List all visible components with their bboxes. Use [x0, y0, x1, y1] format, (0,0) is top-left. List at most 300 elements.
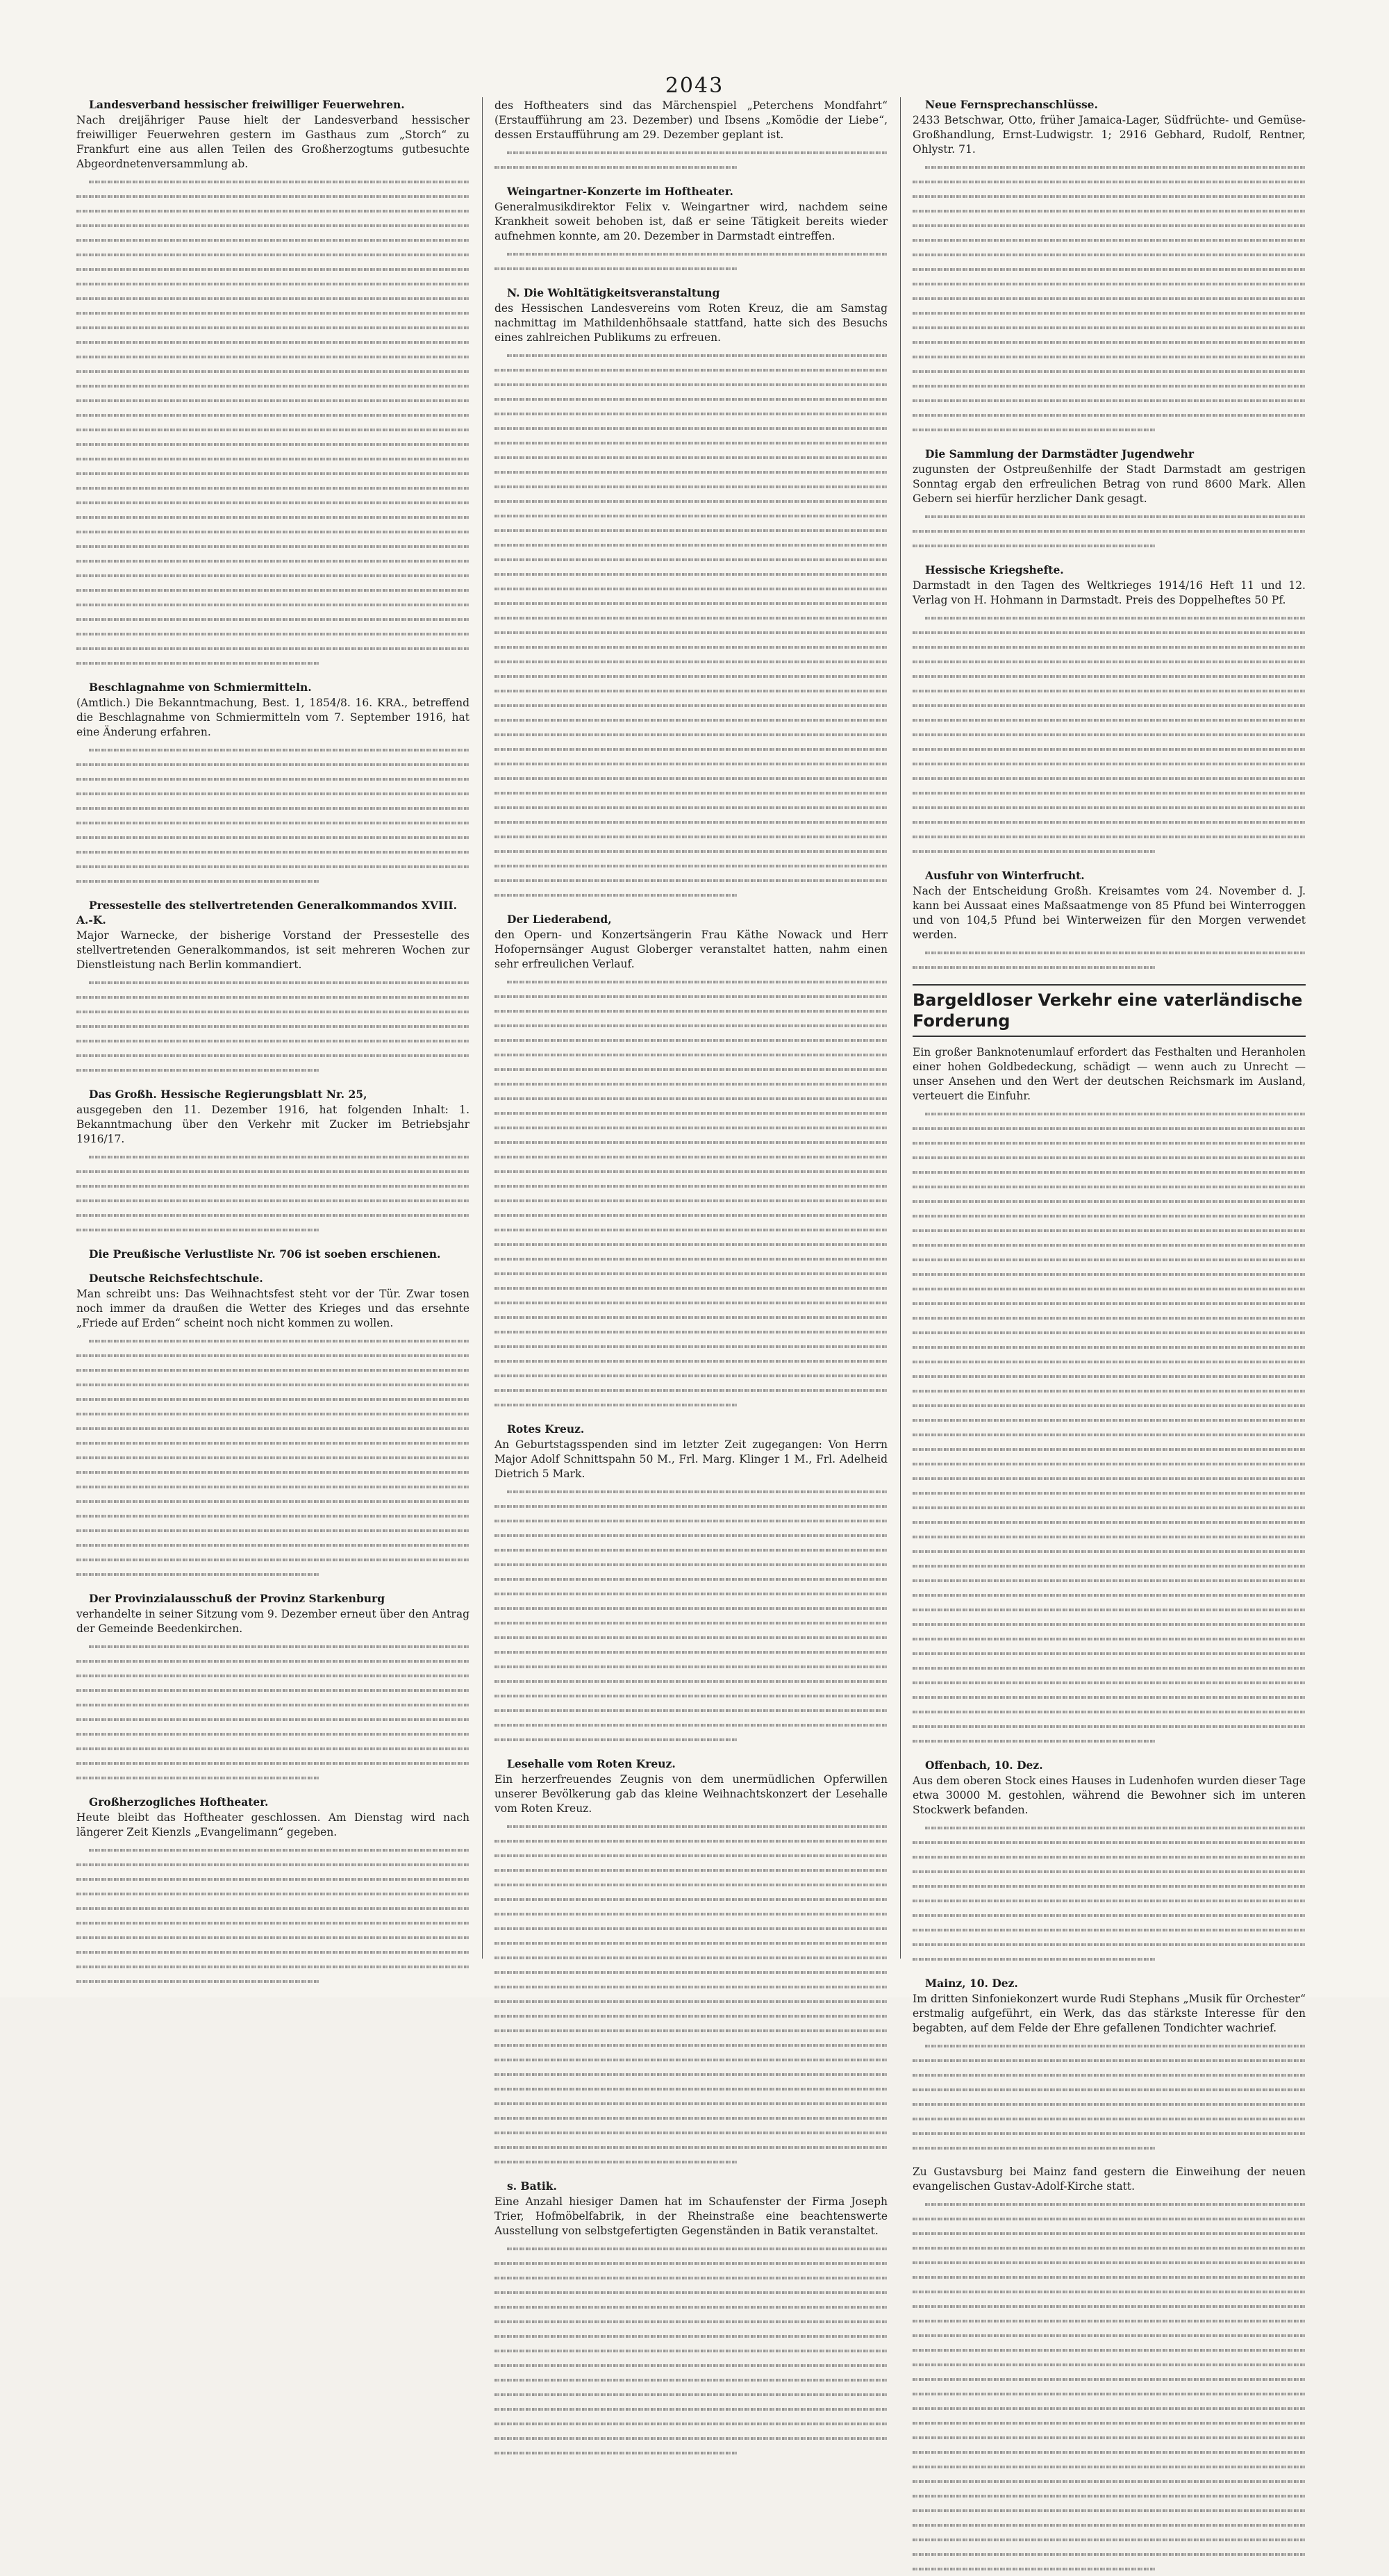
text-line [76, 830, 469, 845]
text-line [913, 1413, 1306, 1427]
column-divider [482, 97, 483, 1959]
text-line [494, 1222, 888, 1237]
text-line [76, 1945, 469, 1959]
text-line [76, 539, 469, 554]
news-item [76, 1247, 469, 1261]
continued-text-lines [494, 348, 888, 902]
text-line [494, 1936, 888, 1950]
text-line [494, 2373, 888, 2387]
text-line [913, 524, 1306, 538]
text-line [913, 291, 1306, 306]
text-line [76, 554, 469, 568]
continued-text-lines [494, 2241, 888, 2460]
text-line [913, 379, 1306, 393]
text-line [494, 1018, 888, 1033]
news-item-text: des Hessischen Landesvereins vom Roten Kreuz, die am Samstag nachmittag im Mathildenhöhsaale stattfand, hatte sich des Besuchs eines zahlreichen Publikums zu erfreuen. [494, 302, 888, 344]
text-line [76, 218, 469, 233]
column-2 [494, 97, 888, 2237]
text-line [494, 1906, 888, 1921]
text-line [494, 465, 888, 479]
continued-text-lines [913, 1820, 1306, 1966]
text-line [76, 1567, 469, 1581]
text-line [494, 363, 888, 377]
text-line [494, 1674, 888, 1688]
text-line [913, 247, 1306, 262]
news-item-text: (Amtlich.) Die Bekanntmachung, Best. 1, 1854/8. 16. KRA., betreffend die Beschlagnahme von Schmiermitteln vom 7. September 1916, hat eine Änderung erfahren. [76, 697, 469, 738]
text-line [913, 654, 1306, 669]
text-line [913, 1952, 1306, 1966]
text-line [913, 2474, 1306, 2488]
news-item-text: Ein herzerfreuendes Zeugnis von dem unermüdlichen Opferwillen unserer Bevölkerung gab das kleine Weihnachtskonzert der Lesehalle vom Roten Kreuz. [494, 1773, 888, 1815]
text-line [76, 276, 469, 291]
column-3 [913, 97, 1306, 2193]
text-line [494, 1965, 888, 1979]
text-line [76, 1333, 469, 1348]
news-item-text: Ein großer Banknotenumlauf erfordert das Festhalten und Heranholen einer hohen Goldbedeckung, schädigt — wenn auch zu Unrecht — unser Ansehen und den Wert der deutschen Reichsmark im Ausland, verteuert die Einfuhr. [913, 1046, 1306, 1102]
text-line [494, 2416, 888, 2431]
text-line [913, 2255, 1306, 2270]
continued-text-lines [913, 945, 1306, 974]
text-line [913, 2141, 1306, 2155]
news-item-text: Eine Anzahl hiesiger Damen hat im Schaufenster der Firma Joseph Trier, Hofmöbelfabrik, in der Rheinstraße eine beachtenswerte Ausstellung von selbstgefertigten Gegenständen in Batik veranstaltet. [494, 2195, 888, 2237]
news-item-title: Der Provinzialausschuß der Provinz Starkenburg [89, 1592, 385, 1605]
text-line [494, 348, 888, 363]
text-line [76, 1033, 469, 1048]
continued-text-lines [76, 1639, 469, 1785]
text-line [76, 174, 469, 189]
text-line [76, 247, 469, 262]
news-item [494, 184, 888, 276]
news-item-title: Das Großh. Hessische Regierungsblatt Nr. 25, [89, 1088, 367, 1101]
text-line [76, 379, 469, 393]
text-line [494, 508, 888, 523]
text-line [494, 713, 888, 727]
text-line [494, 2300, 888, 2314]
text-line [913, 2561, 1306, 2576]
text-line [494, 1688, 888, 1703]
continued-text-lines [913, 2038, 1306, 2155]
text-line [494, 406, 888, 421]
continued-text-lines [76, 1843, 469, 1988]
text-line [913, 189, 1306, 203]
text-line [913, 1238, 1306, 1252]
text-columns [76, 97, 1306, 2237]
text-line [76, 874, 469, 888]
text-line [76, 1392, 469, 1406]
text-line [913, 713, 1306, 727]
continued-text-lines [494, 145, 888, 174]
news-item [913, 97, 1306, 437]
text-line [494, 160, 888, 174]
text-line [913, 1208, 1306, 1223]
text-line [494, 1819, 888, 1834]
text-line [913, 1252, 1306, 1267]
text-line [76, 1363, 469, 1377]
text-line [913, 2532, 1306, 2547]
text-line [76, 1538, 469, 1552]
text-line [494, 1718, 888, 1732]
text-line [76, 1770, 469, 1785]
text-line [494, 1237, 888, 1252]
text-line [76, 612, 469, 626]
text-line [913, 945, 1306, 960]
text-line [494, 2023, 888, 2038]
news-item-title: Offenbach, 10. Dez. [925, 1759, 1043, 1772]
text-line [913, 1121, 1306, 1136]
continued-text-lines [76, 1149, 469, 1237]
text-line [494, 2125, 888, 2140]
text-line [494, 727, 888, 742]
text-line [494, 1004, 888, 1018]
text-line [76, 1668, 469, 1683]
text-line [76, 364, 469, 379]
text-line [76, 1465, 469, 1479]
text-line [494, 2009, 888, 2023]
text-line [494, 742, 888, 756]
text-line [913, 2211, 1306, 2226]
news-item-text: Generalmusikdirektor Felix v. Weingartner wird, nachdem seine Krankheit soweit behoben ist, daß er seine Tätigkeit bereits wieder aufnehmen konnte, am 20. Dezember in Darmstadt eintreffen. [494, 201, 888, 242]
text-line [76, 1193, 469, 1208]
text-line [913, 1486, 1306, 1500]
text-line [76, 975, 469, 990]
text-line [494, 654, 888, 669]
text-line [913, 1588, 1306, 1602]
text-line [494, 2241, 888, 2256]
news-item-text: 2433 Betschwar, Otto, früher Jamaica-Lager, Südfrüchte- und Gemüse-Großhandlung, Ernst-Ludwigstr. 1; 2916 Gebhard, Rudolf, Rentner, Ohlystr. 71. [913, 114, 1306, 156]
text-line [76, 597, 469, 612]
text-line [76, 1886, 469, 1901]
text-line [76, 291, 469, 306]
text-line [494, 2445, 888, 2460]
text-line [913, 1354, 1306, 1369]
text-line [494, 829, 888, 844]
text-line [76, 1959, 469, 1974]
news-item-text: An Geburtstagsspenden sind im letzter Zeit zugegangen: Von Herrn Major Adolf Schnittspahn 50 M., Frl. Marg. Klinger 1 M., Frl. Adelheid Dietrich 5 Mark. [494, 1438, 888, 1480]
news-item [913, 563, 1306, 858]
continued-text-lines [494, 1819, 888, 2169]
column-divider [900, 97, 901, 1959]
text-line [913, 320, 1306, 335]
news-item [76, 1087, 469, 1237]
text-line [76, 1019, 469, 1033]
text-line [494, 1892, 888, 1906]
text-line [76, 1916, 469, 1930]
text-line [494, 1208, 888, 1222]
text-line [76, 437, 469, 451]
text-line [913, 1544, 1306, 1559]
news-item-text: Man schreibt uns: Das Weihnachtsfest steht vor der Tür. Zwar tosen noch immer da draußen die Wetter des Krieges und das ersehnte „Friede auf Erden“ scheint noch nicht kommen zu wollen. [76, 1288, 469, 1329]
continued-text-lines [913, 610, 1306, 858]
text-line [494, 2067, 888, 2081]
text-line [913, 1136, 1306, 1150]
text-line [913, 2082, 1306, 2097]
text-line [76, 1509, 469, 1523]
text-line [494, 1994, 888, 2009]
text-line [913, 2343, 1306, 2357]
text-line [494, 1339, 888, 1354]
text-line [76, 1523, 469, 1538]
text-line [913, 1835, 1306, 1850]
news-item [913, 868, 1306, 974]
text-line [913, 2270, 1306, 2284]
text-line [76, 233, 469, 247]
text-line [913, 1179, 1306, 1194]
text-line [76, 845, 469, 859]
text-line [913, 2357, 1306, 2372]
text-line [913, 2197, 1306, 2211]
text-line [494, 1703, 888, 1718]
text-line [76, 1421, 469, 1436]
text-line [494, 1557, 888, 1572]
text-line [494, 1586, 888, 1601]
news-item [494, 1756, 888, 2169]
news-item-text: des Hoftheaters sind das Märchenspiel „Peterchens Mondfahrt“ (Erstaufführung am 23. Dezember) und Ibsens „Komödie der Liebe“, dessen Erstaufführung am 29. Dezember geplant ist. [494, 99, 888, 141]
text-line [494, 2081, 888, 2096]
continued-text-lines [913, 1106, 1306, 1748]
text-line [494, 450, 888, 465]
text-line [494, 1543, 888, 1557]
text-line [494, 640, 888, 654]
text-line [913, 1442, 1306, 1456]
text-line [913, 669, 1306, 683]
text-line [76, 641, 469, 656]
text-line [913, 1617, 1306, 1631]
text-line [76, 335, 469, 349]
text-line [913, 1281, 1306, 1296]
text-line [76, 1406, 469, 1421]
text-line [494, 2431, 888, 2445]
text-line [494, 989, 888, 1004]
text-line [913, 1879, 1306, 1893]
text-line [76, 1697, 469, 1712]
text-line [913, 786, 1306, 800]
text-line [913, 756, 1306, 771]
text-line [494, 1120, 888, 1135]
text-line [913, 960, 1306, 974]
text-line [76, 510, 469, 524]
text-line [913, 640, 1306, 654]
news-item-title: Neue Fernsprechanschlüsse. [925, 98, 1098, 111]
text-line [494, 392, 888, 406]
news-item [76, 1271, 469, 1581]
text-line [494, 2256, 888, 2270]
text-line [913, 2372, 1306, 2386]
news-item-text: Im dritten Sinfoniekonzert wurde Rudi Stephans „Musik für Orchester“ erstmalig aufgeführt, ein Werk, das das stärkste Interesse für den begabten, auf dem Felde der Ehre gefallenen Tondichter wachrief. [913, 1993, 1306, 2034]
news-item [76, 97, 469, 670]
text-line [76, 466, 469, 481]
text-line [494, 1630, 888, 1645]
text-line [494, 2052, 888, 2067]
continued-text-lines [494, 247, 888, 276]
text-line [494, 2329, 888, 2343]
text-line [494, 2387, 888, 2402]
text-line [76, 1741, 469, 1756]
text-line [494, 1863, 888, 1877]
text-line [76, 1048, 469, 1063]
text-line [494, 377, 888, 392]
text-line [494, 2096, 888, 2111]
text-line [494, 2285, 888, 2300]
text-line [494, 2402, 888, 2416]
text-line [494, 1149, 888, 1164]
text-line [494, 1179, 888, 1193]
continued-text-lines [76, 975, 469, 1077]
news-item-text: den Opern- und Konzertsängerin Frau Käthe Nowack und Herr Hofopernsänger August Globerger veranstaltet hatten, nahm einen sehr erfreulichen Verlauf. [494, 929, 888, 970]
text-line [913, 1820, 1306, 1835]
text-line [913, 160, 1306, 174]
text-line [913, 1427, 1306, 1442]
text-line [913, 1471, 1306, 1486]
text-line [76, 1756, 469, 1770]
text-line [76, 306, 469, 320]
text-line [913, 800, 1306, 815]
text-line [494, 858, 888, 873]
news-item-title: Pressestelle des stellvertretenden Generalkommandos XVIII. A.-K. [76, 899, 458, 926]
text-line [494, 2111, 888, 2125]
text-line [76, 1222, 469, 1237]
text-line [913, 2488, 1306, 2503]
text-line [913, 683, 1306, 698]
text-line [494, 2343, 888, 2358]
text-line [913, 2459, 1306, 2474]
text-line [76, 1872, 469, 1886]
text-line [76, 568, 469, 583]
text-line [913, 349, 1306, 364]
text-line [913, 335, 1306, 349]
text-line [913, 1500, 1306, 1515]
text-line [913, 2299, 1306, 2313]
text-line [494, 974, 888, 989]
text-line [913, 1937, 1306, 1952]
text-line [76, 422, 469, 437]
text-line [76, 1348, 469, 1363]
text-line [76, 393, 469, 408]
text-line [913, 1661, 1306, 1675]
text-line [913, 364, 1306, 379]
continued-text-lines [76, 742, 469, 888]
news-item [913, 1045, 1306, 1748]
text-line [494, 1164, 888, 1179]
text-line [494, 567, 888, 581]
text-line [913, 1602, 1306, 1617]
text-line [76, 451, 469, 466]
text-line [494, 1615, 888, 1630]
text-line [913, 2430, 1306, 2445]
news-item-text: verhandelte in seiner Sitzung vom 9. Dezember erneut über den Antrag der Gemeinde Beedenkirchen. [76, 1608, 469, 1635]
text-line [494, 1732, 888, 1747]
text-line [76, 990, 469, 1004]
news-item [76, 1795, 469, 1988]
text-line [494, 1601, 888, 1615]
text-line [76, 815, 469, 830]
section-heading: Bargeldloser Verkehr eine vaterländische Forderung [913, 984, 1306, 1037]
text-line [494, 494, 888, 508]
continued-text-lines [913, 2197, 1306, 2576]
text-line [913, 2097, 1306, 2111]
text-line [913, 727, 1306, 742]
text-line [913, 2416, 1306, 2430]
text-line [494, 1106, 888, 1120]
text-line [913, 1456, 1306, 1471]
text-line [913, 1340, 1306, 1354]
text-line [913, 1690, 1306, 1704]
news-item-title: Rotes Kreuz. [507, 1422, 585, 1436]
text-line [494, 261, 888, 276]
text-line [494, 2358, 888, 2373]
news-item-title: Beschlagnahme von Schmiermitteln. [89, 681, 312, 694]
text-line [494, 1572, 888, 1586]
text-line [494, 1383, 888, 1397]
text-line [494, 698, 888, 713]
text-line [913, 538, 1306, 553]
text-line [494, 2154, 888, 2169]
text-line [913, 2328, 1306, 2343]
text-line [913, 1646, 1306, 1661]
news-item-title: Die Sammlung der Darmstädter Jugendwehr [925, 447, 1195, 460]
text-line [494, 1659, 888, 1674]
text-line [913, 2241, 1306, 2255]
text-line [494, 610, 888, 625]
text-line [913, 203, 1306, 218]
text-line [494, 1397, 888, 1412]
text-line [913, 1223, 1306, 1238]
news-item [494, 99, 888, 174]
text-line [913, 1383, 1306, 1398]
text-line [913, 1675, 1306, 1690]
news-item [494, 285, 888, 902]
text-line [913, 276, 1306, 291]
text-line [76, 786, 469, 801]
text-line [494, 1193, 888, 1208]
text-line [76, 1683, 469, 1697]
text-line [913, 829, 1306, 844]
text-line [913, 218, 1306, 233]
text-line [913, 698, 1306, 713]
text-line [494, 1062, 888, 1077]
text-line [913, 1515, 1306, 1529]
text-line [76, 1063, 469, 1077]
news-item-text: Major Warnecke, der bisherige Vorstand der Pressestelle des stellvertretenden Generalkommandos, ist seit mehreren Wochen zur Dienstleistung nach Berlin kommandiert. [76, 929, 469, 971]
text-line [76, 626, 469, 641]
text-line [76, 1857, 469, 1872]
news-item [913, 2165, 1306, 2576]
page-number: 2043 [665, 74, 724, 98]
text-line [76, 757, 469, 772]
text-line [494, 1033, 888, 1047]
text-line [76, 189, 469, 203]
text-line [913, 2386, 1306, 2401]
text-line [76, 1164, 469, 1179]
text-line [76, 656, 469, 670]
text-line [76, 1639, 469, 1654]
text-line [76, 320, 469, 335]
news-item [913, 1976, 1306, 2155]
text-line [913, 1719, 1306, 1734]
news-item-text: Zu Gustavsburg bei Mainz fand gestern die Einweihung der neuen evangelischen Gustav-Adolf-Kirche statt. [913, 2166, 1306, 2193]
text-line [494, 247, 888, 261]
text-line [494, 1979, 888, 1994]
continued-text-lines [494, 1484, 888, 1747]
text-line [913, 1559, 1306, 1573]
text-line [494, 873, 888, 888]
text-line [913, 742, 1306, 756]
text-line [494, 844, 888, 858]
text-line [913, 1369, 1306, 1383]
text-line [494, 552, 888, 567]
text-line [76, 203, 469, 218]
text-line [76, 1974, 469, 1988]
text-line [913, 1704, 1306, 1719]
